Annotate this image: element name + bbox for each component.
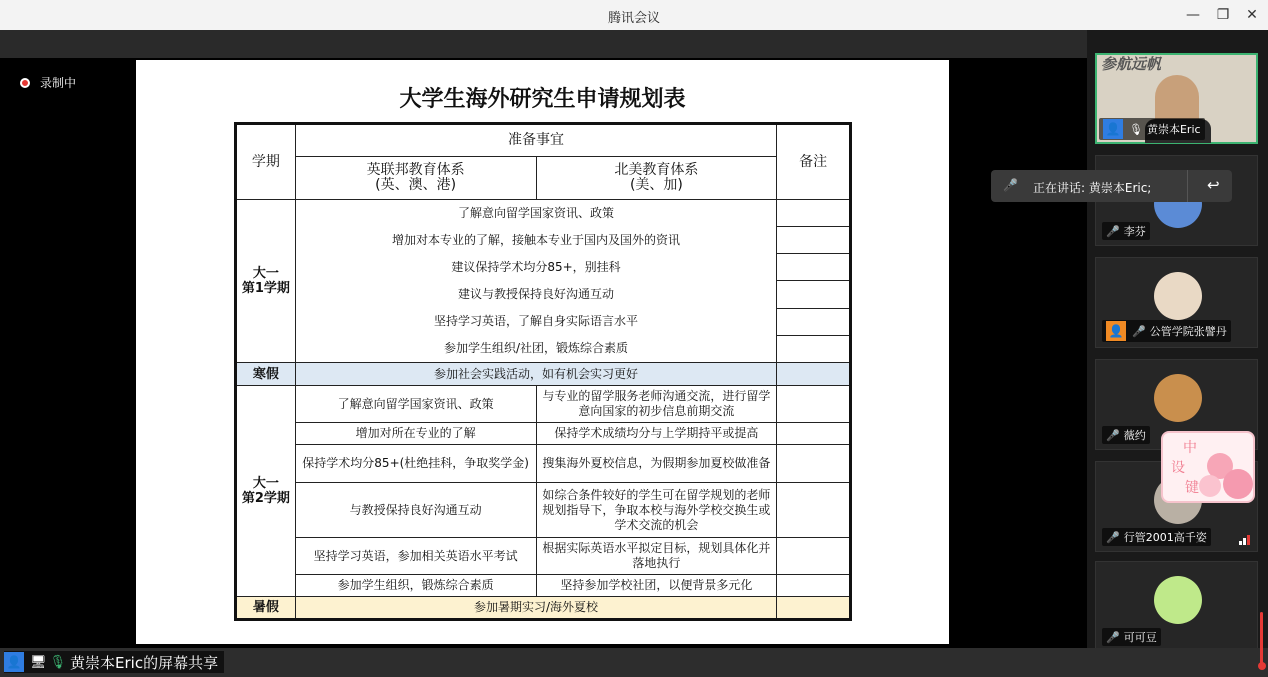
shared-document [136,60,949,644]
remarks-cell [777,335,851,362]
user-icon: 👤 [1103,119,1123,139]
mic-muted-icon: 🎤 [1106,530,1120,544]
top-toolbar-strip [0,30,1268,58]
participant-name: 李芬 [1123,225,1146,238]
participant-name: 黄崇本Eric [1146,123,1201,136]
screen-share-label [4,651,224,673]
term2-na-cell: 坚持参加学校社团，以便背景多元化 [536,575,777,597]
term2-na-cell: 保持学术成绩均分与上学期持平或提高 [536,423,777,445]
term1-label-line1: 大一 [252,266,279,281]
term2-na-cell: 根据实际英语水平拟定目标，规划具体化并落地执行 [536,538,777,575]
participant-nameplate [1102,426,1150,444]
remarks-cell [777,227,851,254]
mic-icon: 🎙 [49,654,67,670]
term1-row: 建议与教授保持良好沟通互动 [458,287,615,301]
winter-text: 参加社会实践活动，如有机会实习更好 [295,363,777,386]
avatar [1154,374,1202,422]
share-label-text: 黄崇本Eric的屏幕共享 [70,653,219,672]
term2-label-line1: 大一 [252,476,279,491]
plan-table [234,122,852,621]
participant-name: 薇约 [1123,429,1146,442]
remarks-cell [777,445,851,483]
mic-icon: 🎙 [1129,122,1143,136]
term1-label [236,200,296,363]
screen-share-icon: 🖥 [30,654,47,670]
term2-label-line2: 第2学期 [241,491,290,506]
tile-header-text: 参航远帆 [1101,55,1162,73]
participant-name: 公管学院张譬丹 [1149,325,1227,338]
header-uk-sub: (英、澳、港) [375,177,457,193]
divider [1187,170,1188,202]
sticker-char: 键 [1185,480,1199,496]
participant-nameplate [1102,222,1150,240]
term2-uk-cell: 保持学术均分85+(杜绝挂科，争取奖学金) [295,445,536,483]
winter-label: 寒假 [236,363,296,386]
term2-na-cell: 如综合条件较好的学生可在留学规划的老师规划指导下，争取本校与海外学校交换生或学术交流的机会 [536,483,777,538]
mic-muted-icon: 🎤 [1106,428,1120,442]
term1-row: 坚持学习英语，了解自身实际语言水平 [434,314,639,328]
header-prep: 准备事宜 [295,124,777,157]
remarks-cell [777,386,851,423]
participant-name: 可可豆 [1123,631,1157,644]
term2-uk-cell: 与教授保持良好沟通互动 [295,483,536,538]
remarks-cell [777,423,851,445]
participant-name: 行管2001高千姿 [1123,531,1207,544]
speaking-indicator [991,170,1232,202]
term2-uk-cell: 增加对所在专业的了解 [295,423,536,445]
term2-uk-cell: 了解意向留学国家资讯、政策 [295,386,536,423]
remarks-cell [777,575,851,597]
sticker-char: 设 [1171,460,1185,476]
term2-na-cell: 搜集海外夏校信息，为假期参加夏校做准备 [536,445,777,483]
participant-nameplate [1099,118,1205,140]
window-title: 腾讯会议 [607,11,660,26]
term1-row: 增加对本专业的了解，接触本专业于国内及国外的资讯 [392,233,681,247]
title-bar [0,0,1268,30]
recording-indicator[interactable] [20,74,76,91]
mic-muted-icon: 🎤 [1106,224,1120,238]
header-remarks: 备注 [777,124,851,200]
summer-label: 暑假 [236,597,296,620]
term2-uk-cell: 参加学生组织，锻炼综合素质 [295,575,536,597]
header-semester: 学期 [236,124,296,200]
term1-row: 了解意向留学国家资讯、政策 [458,206,615,220]
decorative-sticker [1161,431,1255,503]
sticker-char: 中 [1183,440,1197,456]
term2-na-cell: 与专业的留学服务老师沟通交流，进行留学意向国家的初步信息前期交流 [536,386,777,423]
term1-row: 参加学生组织/社团，锻炼综合素质 [444,341,629,355]
close-icon[interactable]: ✕ [1246,7,1258,23]
participant-tile[interactable] [1095,257,1258,348]
term1-items [295,200,777,363]
document-title: 大学生海外研究生申请规划表 [399,87,686,112]
remarks-cell [777,483,851,538]
speaking-text: 正在讲话: 黄崇本Eric; [1033,181,1152,195]
mic-muted-icon: 🎤 [1132,324,1146,338]
mic-muted-icon: 🎤 [1106,630,1120,644]
mic-muted-icon: 🎤 [1003,178,1018,192]
header-na [536,157,777,200]
user-icon: 👤 [4,652,24,672]
summer-text: 参加暑期实习/海外夏校 [295,597,777,620]
header-na-sub: (美、加) [629,177,683,193]
remarks-cell [777,281,851,308]
flower-icon [1223,469,1253,499]
participant-nameplate [1102,628,1161,646]
remarks-cell [777,254,851,281]
remarks-cell [777,200,851,227]
reply-icon[interactable]: ↩ [1207,176,1220,194]
header-uk [295,157,536,200]
participant-nameplate [1102,320,1231,342]
signal-icon [1239,535,1251,545]
remarks-cell [777,363,851,386]
volume-indicator [1258,612,1266,672]
remarks-cell [777,538,851,575]
avatar [1154,272,1202,320]
header-uk-title: 英联邦教育体系 [366,162,465,178]
flower-icon [1199,475,1221,497]
participant-tile-active[interactable] [1095,53,1258,144]
term2-uk-cell: 坚持学习英语，参加相关英语水平考试 [295,538,536,575]
term1-label-line2: 第1学期 [241,281,290,296]
term1-row: 建议保持学术均分85+，别挂科 [451,260,621,274]
avatar [1154,576,1202,624]
remarks-cell [777,308,851,335]
record-icon [20,78,30,88]
header-na-title: 北美教育体系 [614,162,699,178]
recording-label: 录制中 [40,76,77,90]
user-icon: 👤 [1106,321,1126,341]
remarks-cell [777,597,851,620]
participant-nameplate [1102,528,1211,546]
term2-label [236,386,296,597]
restore-icon[interactable]: ❐ [1216,7,1230,23]
participant-tile[interactable] [1095,561,1258,652]
minimize-icon[interactable]: — [1186,7,1200,23]
